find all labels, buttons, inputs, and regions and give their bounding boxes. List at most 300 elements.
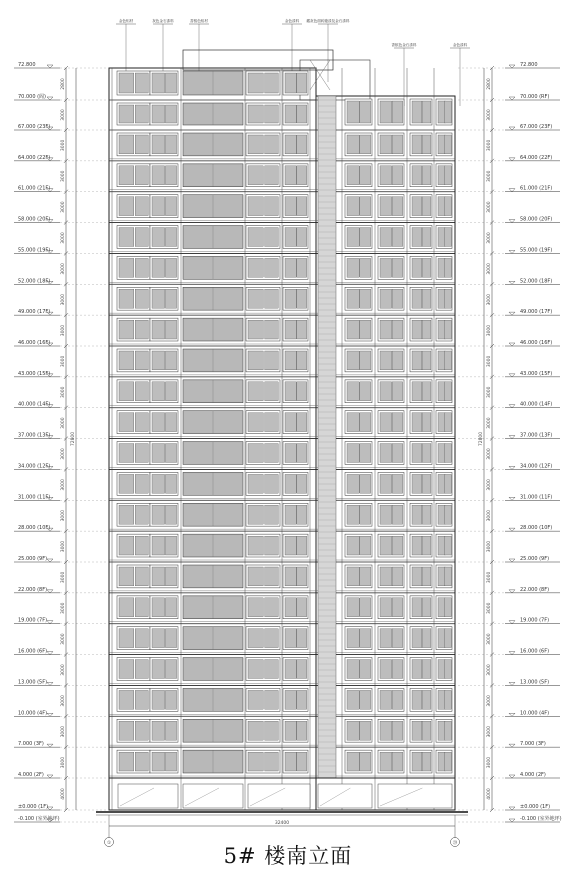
window-pane xyxy=(347,474,359,493)
left-level-marker xyxy=(14,93,106,100)
right-level-marker xyxy=(458,247,560,253)
core-strip xyxy=(318,96,336,778)
level-label: 61.000 (21F) xyxy=(520,185,553,192)
window-pane xyxy=(135,105,148,123)
level-label: 61.000 (21F) xyxy=(18,185,51,192)
right-level-marker xyxy=(458,94,560,100)
level-triangle xyxy=(509,775,515,778)
window-pane xyxy=(438,752,445,771)
dim-label: 3000 xyxy=(487,633,492,645)
dim-label: 3000 xyxy=(487,139,492,152)
window-pane xyxy=(412,228,422,247)
right-level-marker xyxy=(458,804,560,810)
level-label: 64.000 (22F) xyxy=(18,154,51,161)
window-pane xyxy=(422,258,431,277)
window-pane xyxy=(360,536,371,555)
window-pane xyxy=(347,598,359,617)
window-pane xyxy=(297,598,307,617)
window-pane xyxy=(152,752,165,771)
window-pane xyxy=(119,474,134,493)
level-label: 31.000 (11F) xyxy=(520,494,553,501)
window-pane xyxy=(380,101,392,123)
material-note: 金色漆料 xyxy=(284,19,300,23)
window-pane xyxy=(392,474,402,493)
window-pane xyxy=(380,505,392,524)
dim-label: 3000 xyxy=(487,109,492,121)
level-triangle xyxy=(509,343,515,346)
window-pane xyxy=(392,351,402,370)
level-label: 43.000 (15F) xyxy=(520,370,553,377)
dim-label: 3000 xyxy=(61,756,66,769)
dim-label: 3000 xyxy=(487,355,492,368)
left-level-marker xyxy=(14,804,106,810)
window-pane xyxy=(135,197,148,216)
window-pane xyxy=(152,474,165,493)
window-pane xyxy=(445,258,451,277)
window-pane xyxy=(438,320,445,339)
window-pane xyxy=(265,690,279,709)
window-pane xyxy=(165,536,176,555)
window-pane xyxy=(422,721,431,740)
window-pane xyxy=(360,690,371,709)
left-level-marker xyxy=(14,309,106,315)
window-pane xyxy=(265,105,279,123)
level-triangle xyxy=(47,744,53,747)
level-label: ±0.000 (1F) xyxy=(18,804,49,810)
window-pane xyxy=(297,105,307,123)
window-pane xyxy=(347,382,359,401)
material-note: 香槟色金石漆料 xyxy=(391,43,417,47)
left-level-marker xyxy=(14,587,106,593)
window-pane xyxy=(347,166,359,185)
level-triangle xyxy=(47,590,53,593)
level-label: 46.000 (16F) xyxy=(18,340,51,346)
window-pane xyxy=(297,536,307,555)
dim-label: 3000 xyxy=(487,170,492,183)
window-pane xyxy=(412,752,422,771)
level-triangle xyxy=(509,250,515,253)
window-pane xyxy=(392,629,402,648)
right-level-marker xyxy=(458,772,560,778)
window-pane xyxy=(285,752,296,771)
window-pane xyxy=(165,228,176,247)
level-label: 10.000 (4F) xyxy=(520,710,550,717)
window-pane xyxy=(265,166,279,185)
dim-label: 3000 xyxy=(61,664,66,676)
left-level-marker xyxy=(14,741,106,747)
dim-label: 3000 xyxy=(487,448,492,460)
window-pane xyxy=(135,629,148,648)
right-level-marker xyxy=(458,618,560,624)
window-pane xyxy=(285,721,296,740)
window-pane xyxy=(422,166,431,185)
level-label: ±0.000 (1F) xyxy=(520,804,551,810)
window-pane xyxy=(412,197,422,216)
window-pane xyxy=(422,536,431,555)
level-triangle xyxy=(47,559,53,562)
window-pane xyxy=(360,320,371,339)
window-pane xyxy=(380,289,392,308)
window-pane xyxy=(152,721,165,740)
level-label: 7.000 (3F) xyxy=(18,741,44,748)
level-label: 16.000 (6F) xyxy=(520,648,550,655)
window-pane xyxy=(392,660,402,679)
window-pane xyxy=(360,505,371,524)
window-pane xyxy=(412,320,422,339)
window-pane xyxy=(135,166,148,185)
right-level-marker xyxy=(458,62,560,68)
window-pane xyxy=(438,258,445,277)
right-level-marker xyxy=(458,124,560,130)
dim-label: 4000 xyxy=(61,788,66,800)
level-triangle xyxy=(509,466,515,469)
window-pane xyxy=(422,101,431,123)
level-triangle xyxy=(509,312,515,315)
window-pane xyxy=(347,536,359,555)
window-pane xyxy=(285,413,296,432)
window-pane xyxy=(422,752,431,771)
window-pane xyxy=(248,444,263,463)
level-label: 49.000 (17F) xyxy=(520,309,553,316)
dim-label: 3000 xyxy=(487,201,492,213)
window-pane xyxy=(422,629,431,648)
window-pane xyxy=(445,382,451,401)
right-level-marker xyxy=(458,494,560,500)
window-pane xyxy=(347,690,359,709)
window-pane xyxy=(265,320,279,339)
window-pane xyxy=(392,598,402,617)
window-pane xyxy=(422,289,431,308)
window-pane xyxy=(347,505,359,524)
window-pane xyxy=(445,289,451,308)
dim-label: 3000 xyxy=(487,571,492,584)
window-pane xyxy=(380,752,392,771)
window-pane xyxy=(380,166,392,185)
window-pane xyxy=(392,289,402,308)
window-pane xyxy=(119,505,134,524)
window-pane xyxy=(360,135,371,154)
window-pane xyxy=(265,289,279,308)
window-pane xyxy=(392,752,402,771)
left-level-marker xyxy=(14,186,106,192)
window-pane xyxy=(248,351,263,370)
window-pane xyxy=(248,413,263,432)
window-pane xyxy=(265,629,279,648)
level-triangle xyxy=(509,158,515,161)
window-pane xyxy=(265,228,279,247)
window-pane xyxy=(422,382,431,401)
left-level-marker xyxy=(14,155,106,161)
window-pane xyxy=(360,567,371,586)
level-label: 7.000 (3F) xyxy=(520,741,546,748)
level-triangle xyxy=(47,97,53,100)
window-pane xyxy=(445,752,451,771)
dim-label: 3000 xyxy=(487,324,492,337)
dim-label: 3000 xyxy=(487,417,492,429)
window-pane xyxy=(392,197,402,216)
level-label: 70.000 (阁) xyxy=(18,94,46,100)
window-pane xyxy=(135,474,148,493)
level-label: 25.000 (9F) xyxy=(520,556,550,562)
ground-opening xyxy=(318,784,372,808)
window-pane xyxy=(360,382,371,401)
level-triangle xyxy=(509,189,515,192)
level-label: 70.000 (RF) xyxy=(520,94,550,100)
window-pane xyxy=(347,721,359,740)
window-pane xyxy=(119,721,134,740)
window-pane xyxy=(392,382,402,401)
dim-label: 3000 xyxy=(487,756,492,769)
right-level-marker xyxy=(458,217,560,223)
window-pane xyxy=(165,690,176,709)
left-level-marker xyxy=(14,710,106,716)
right-level-marker xyxy=(458,710,560,716)
window-pane xyxy=(438,351,445,370)
window-pane xyxy=(152,320,165,339)
window-pane xyxy=(248,505,263,524)
left-level-marker xyxy=(14,556,106,562)
window-pane xyxy=(165,474,176,493)
window-pane xyxy=(380,413,392,432)
window-pane xyxy=(392,166,402,185)
window-pane xyxy=(422,197,431,216)
window-pane xyxy=(360,197,371,216)
window-pane xyxy=(297,289,307,308)
window-pane xyxy=(119,105,134,123)
window-pane xyxy=(119,228,134,247)
window-pane xyxy=(285,258,296,277)
window-pane xyxy=(347,567,359,586)
window-pane xyxy=(360,289,371,308)
window-pane xyxy=(265,505,279,524)
level-triangle xyxy=(509,436,515,439)
window-pane xyxy=(297,413,307,432)
window-pane xyxy=(152,660,165,679)
window-pane xyxy=(392,505,402,524)
level-label: 43.000 (15F) xyxy=(18,370,51,377)
right-level-marker xyxy=(458,402,560,408)
window-pane xyxy=(360,629,371,648)
window-pane xyxy=(438,598,445,617)
level-label: 67.000 (23F) xyxy=(18,124,51,130)
window-pane xyxy=(380,567,392,586)
window-pane xyxy=(422,135,431,154)
window-pane xyxy=(412,474,422,493)
material-note: 香槟色铝材 xyxy=(190,19,208,23)
window-pane xyxy=(152,413,165,432)
window-pane xyxy=(165,444,176,463)
window-pane xyxy=(165,382,176,401)
right-level-marker xyxy=(458,433,560,439)
left-level-marker xyxy=(14,217,106,223)
window-pane xyxy=(285,660,296,679)
level-triangle xyxy=(509,559,515,562)
level-label: 25.000 (9F) xyxy=(18,556,48,562)
window-pane xyxy=(248,567,263,586)
window-pane xyxy=(392,444,402,463)
window-pane xyxy=(412,289,422,308)
window-pane xyxy=(360,721,371,740)
window-pane xyxy=(297,474,307,493)
level-label: 22.000 (8F) xyxy=(520,586,550,593)
dim-label: 3000 xyxy=(61,201,66,213)
level-label: 13.000 (5F) xyxy=(520,679,550,686)
window-pane xyxy=(135,505,148,524)
window-pane xyxy=(119,752,134,771)
window-pane xyxy=(135,444,148,463)
window-pane xyxy=(422,228,431,247)
level-triangle xyxy=(509,374,515,377)
left-level-marker xyxy=(14,679,106,685)
window-pane xyxy=(248,536,263,555)
window-pane xyxy=(265,721,279,740)
material-note: 金色铝材 xyxy=(118,19,134,23)
window-pane xyxy=(285,505,296,524)
window-pane xyxy=(438,721,445,740)
window-pane xyxy=(285,598,296,617)
window-pane xyxy=(445,567,451,586)
right-level-marker xyxy=(458,741,560,747)
level-label: 72.800 xyxy=(18,62,36,68)
window-pane xyxy=(360,166,371,185)
window-pane xyxy=(135,228,148,247)
dim-label: 3000 xyxy=(61,695,66,707)
ground-opening xyxy=(378,784,452,808)
dim-label: 3000 xyxy=(61,448,66,460)
left-level-marker xyxy=(14,278,106,284)
window-pane xyxy=(412,135,422,154)
level-triangle xyxy=(47,621,53,624)
window-pane xyxy=(135,258,148,277)
window-pane xyxy=(445,197,451,216)
level-label: 28.000 (10F) xyxy=(520,525,553,532)
window-pane xyxy=(165,413,176,432)
level-triangle xyxy=(509,744,515,747)
window-pane xyxy=(119,567,134,586)
window-pane xyxy=(445,660,451,679)
window-pane xyxy=(152,228,165,247)
window-pane xyxy=(119,690,134,709)
window-pane xyxy=(422,598,431,617)
ground-opening xyxy=(248,784,310,808)
window-pane xyxy=(438,444,445,463)
window-pane xyxy=(165,166,176,185)
window-pane xyxy=(445,598,451,617)
window-pane xyxy=(248,320,263,339)
window-pane xyxy=(248,721,263,740)
window-pane xyxy=(347,289,359,308)
ground-opening xyxy=(183,784,243,808)
window-pane xyxy=(445,320,451,339)
window-pane xyxy=(422,351,431,370)
window-pane xyxy=(297,382,307,401)
width-dim-label: 32400 xyxy=(274,821,290,826)
window-pane xyxy=(297,320,307,339)
window-pane xyxy=(438,197,445,216)
right-level-marker xyxy=(458,649,560,655)
window-pane xyxy=(360,444,371,463)
window-pane xyxy=(135,598,148,617)
window-pane xyxy=(380,382,392,401)
window-pane xyxy=(347,135,359,154)
dim-label: 3000 xyxy=(61,633,66,645)
window-pane xyxy=(347,752,359,771)
window-pane xyxy=(285,690,296,709)
window-pane xyxy=(119,413,134,432)
right-level-marker xyxy=(458,679,560,685)
window-pane xyxy=(119,444,134,463)
window-pane xyxy=(380,228,392,247)
level-label: 34.000 (12F) xyxy=(18,463,51,470)
window-pane xyxy=(119,536,134,555)
window-pane xyxy=(165,135,176,154)
window-pane xyxy=(412,101,422,123)
window-pane xyxy=(392,258,402,277)
dim-label: 3000 xyxy=(487,479,492,491)
level-triangle xyxy=(509,497,515,500)
dim-label: 3000 xyxy=(61,232,66,244)
window-pane xyxy=(248,660,263,679)
window-pane xyxy=(347,413,359,432)
window-pane xyxy=(152,629,165,648)
dim-label: 3000 xyxy=(61,725,66,738)
window-pane xyxy=(248,258,263,277)
window-pane xyxy=(422,690,431,709)
window-pane xyxy=(380,721,392,740)
total-dim-label: 72800 xyxy=(479,431,484,447)
window-pane xyxy=(152,289,165,308)
window-pane xyxy=(380,258,392,277)
window-pane xyxy=(438,660,445,679)
level-label: -0.100 (室外地坪) xyxy=(18,816,60,822)
window-pane xyxy=(119,258,134,277)
window-pane xyxy=(392,320,402,339)
window-pane xyxy=(392,135,402,154)
window-pane xyxy=(347,320,359,339)
window-pane xyxy=(119,197,134,216)
left-level-marker xyxy=(14,463,106,469)
window-pane xyxy=(438,289,445,308)
window-pane xyxy=(285,536,296,555)
window-pane xyxy=(135,413,148,432)
dim-label: 4000 xyxy=(487,788,492,800)
window-pane xyxy=(248,598,263,617)
left-level-marker xyxy=(14,340,106,346)
window-pane xyxy=(165,258,176,277)
window-pane xyxy=(248,228,263,247)
window-pane xyxy=(285,351,296,370)
level-label: 13.000 (5F) xyxy=(18,679,48,686)
window-pane xyxy=(412,413,422,432)
dim-label: 3000 xyxy=(61,509,66,522)
level-label: 40.000 (14F) xyxy=(18,401,51,408)
window-pane xyxy=(119,629,134,648)
window-pane xyxy=(135,382,148,401)
left-level-marker xyxy=(14,402,106,408)
window-pane xyxy=(438,166,445,185)
window-pane xyxy=(135,351,148,370)
window-pane xyxy=(152,567,165,586)
left-level-marker xyxy=(14,124,106,130)
window-pane xyxy=(347,197,359,216)
right-level-marker xyxy=(458,556,560,562)
dim-label: 3000 xyxy=(487,540,492,553)
level-label: 4.000 (2F) xyxy=(520,772,546,778)
window-pane xyxy=(248,690,263,709)
window-pane xyxy=(119,320,134,339)
level-label: 10.000 (4F) xyxy=(18,710,48,717)
window-pane xyxy=(438,135,445,154)
